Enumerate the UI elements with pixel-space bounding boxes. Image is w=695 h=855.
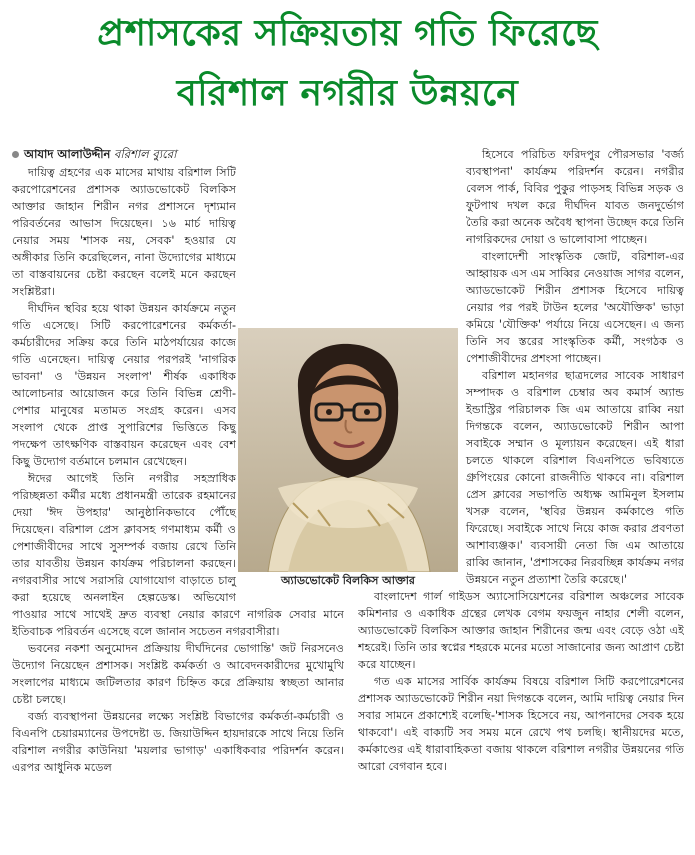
- bullet-icon: [12, 151, 19, 158]
- paragraph: হিসেবে পরিচিত ফরিদপুর পৌরসভার 'বর্জ্য ব্যবস্থাপনা' কার্যক্রম পরিদর্শন করেন। নগরীর বেলস পার্ক, বিবির পুকুর পাড়সহ বিভিন্ন সড়ক ও ফুটপাথ দখল করে দীর্ঘদিন যাবত জনদুর্ভোগ তৈরি করা অনেক অবৈধ স্থাপনা উচ্ছেদ করে তিনি নাগরিকদের দোয়া ও ভালোবাসা পাচ্ছেন।: [466, 148, 684, 246]
- portrait-image: [238, 328, 458, 572]
- paragraph: বরিশাল মহানগর ছাত্রদলের সাবেক সাধারণ সম্পাদক ও বরিশাল চেম্বার অব কমার্স অ্যান্ড ইন্ডাস্ট্রির পরিচালক জি এম আতায়ে রাব্বি নয়া দিগন্তকে বলেন, অ্যাডভোকেট শিরীন আপা সবাইকে সম্মান ও মূল্যায়ন করেছেন। এই ধারা চলতে থাকলে বরিশাল বিএনপিতে ভবিষ্যতে গ্রুপিংয়ের কোনো রাজনীতি থাকবে না। বরিশাল প্রেস ক্লাবের সভাপতি অধ্যক্ষ আমিনুল ইসলাম খসরু বলেন, 'স্থবির উন্নয়ন কর্মকাণ্ডে গতি ফিরেছে। সবাইকে সাথে নিয়ে কাজ করার প্রবণতা আশাব্যঞ্জক।' ব্যবসায়ী নেতা জি এম আতায়ে রাব্বি জানান, 'প্রশাসকের নিরবচ্ছিন্ন কার্যক্রম নগর উন্নয়নে নতুন প্রত্যাশা তৈরি করেছে।': [466, 369, 684, 586]
- headline-line-2: বরিশাল নগরীর উন্নয়নে: [176, 73, 519, 114]
- portrait-photo: [238, 328, 458, 590]
- photo-caption: অ্যাডভোকেট বিলকিস আক্তার: [238, 572, 458, 590]
- paragraph: ঈদের আগেই তিনি নগরীর সহস্রাধিক পরিচ্ছন্নতা কর্মীর মধ্যে প্রধানমন্ত্রী তারেক রহমানের দেয়া 'ঈদ উপহার' আনুষ্ঠানিকভাবে পৌঁছে দিয়েছেন। বরিশাল প্রেস ক্লাবসহ গণমাধ্যম কর্মী ও পেশাজীবীদের সাথে সুসম্পর্ক বজায় রেখে তিনি তার যাবতীয় উন্নয়ন কার্যক্রম পরিচালনা করছেন। নগরবাসীর সাথে সরাসরি যোগাযোগ বাড়াতে চালু করা হয়েছে অনলাইন হেল্পডেস্ক। অভিযোগ পাওয়ার সাথে সাথেই দ্রুত ব্যবস্থা নেয়ার কারণে নাগরিক সেবার মানে ইতিবাচক পরিবর্তন এসেছে বলে জানান সচেতন নগরবাসীরা।: [12, 472, 344, 638]
- headline-line-1: প্রশাসকের সক্রিয়তায় গতি ফিরেছে: [97, 13, 598, 54]
- paragraph: বাংলাদেশী সাংস্কৃতিক জোট, বরিশাল-এর আহ্বায়ক এস এম সাব্বির নেওয়াজ সাগর বলেন, অ্যাডভোকেট শিরীন প্রশাসক হিসেবে দায়িত্ব নেয়ার পর পরই টাউন হলের 'অযৌক্তিক' ভাড়া কমিয়ে 'যৌক্তিক' পর্যায়ে নিয়ে এসেছেন। এ জন্য তিনি সব স্তরের সাংস্কৃতিক কর্মী, সংগঠক ও পেশাজীবীদের প্রশংসা পাচ্ছেন।: [466, 250, 684, 365]
- paragraph: বর্জ্য ব্যবস্থাপনা উন্নয়নের লক্ষ্যে সংশ্লিষ্ট বিভাগের কর্মকর্তা-কর্মচারী ও বিএনপি চেয়ারম্যানের উপদেষ্টা ড. জিয়াউদ্দিন হায়দারকে সাথে নিয়ে তিনি বরিশাল নগরীর কাউনিয়া 'ময়লার ভাগাড়' একাধিকবার পরিদর্শন করেন। এরপর আধুনিক মডেল: [12, 710, 344, 774]
- paragraph: ভবনের নকশা অনুমোদন প্রক্রিয়ায় দীর্ঘদিনের ভোগান্তি' জট নিরসনেও উদ্যোগ নিয়েছেন প্রশাসক। সংশ্লিষ্ট কর্মকর্তা ও আবেদনকারীদের মুখোমুখি সংলাপের মাধ্যমে জটিলতার কারণ চিহ্নিত করে প্রক্রিয়ায় স্বচ্ছতা আনার চেষ্টা চলছে।: [12, 642, 344, 706]
- byline: [12, 146, 176, 162]
- byline-bureau: বরিশাল ব্যুরো: [114, 147, 177, 161]
- byline-author: আযাদ আলাউদ্দীন: [24, 147, 111, 161]
- paragraph: দীর্ঘদিন স্থবির হয়ে থাকা উন্নয়ন কার্যক্রমে নতুন গতি এসেছে। সিটি করপোরেশনের কর্মকর্তা-কর্মচারীদের সক্রিয় করে তিনি মাঠপর্যায়ের কাজে গতি এনেছেন। দায়িত্ব নেয়ার পরপরই 'নাগরিক ভাবনা' ও 'উন্নয়ন সংলাপ' শীর্ষক একাধিক আলোচনার আয়োজন করে তিনি বিভিন্ন শ্রেণী-পেশার মানুষের মতামত সংগ্রহ করেন। এসব সংলাপ থেকে প্রাপ্ত সুপারিশের ভিত্তিতে কিছু পদক্ষেপ তাৎক্ষণিক বাস্তবায়ন করেছেন এবং বেশ কিছু উদ্যোগ বর্তমানে চলমান রেখেছেন।: [12, 302, 236, 468]
- paragraph: বাংলাদেশ গার্ল গাইডস অ্যাসোসিয়েশনের বরিশাল অঞ্চলের সাবেক কমিশনার ও একাধিক গ্রন্থের লেখক বেগম ফয়জুন নাহার শেলী বলেন, অ্যাডভোকেট বিলকিস আক্তার জাহান শিরীনের জন্ম এবং বেড়ে ওঠা এই শহরেই। তিনি তার স্বপ্নের শহরকে মনের মতো সাজানোর জন্য আপ্রাণ চেষ্টা করে যাচ্ছেন।: [358, 590, 684, 671]
- paragraph: গত এক মাসের সার্বিক কার্যক্রম বিষয়ে বরিশাল সিটি করপোরেশনের প্রশাসক অ্যাডভোকেট শিরীন নয়া দিগন্তকে বলেন, আমি দায়িত্ব নেয়ার দিন সবার সামনে প্রকাশ্যেই বলেছি-'শাসক হিসেবে নয়, আপনাদের সেবক হয়ে থাকবো'। এই বাক্যটি সব সময় মনে রেখে পথ চলছি। স্থানীয়দের মতে, কর্মকাণ্ডের এই ধারাবাহিকতা বজায় থাকলে বরিশাল নগরীর উন্নয়নের গতি আরো বেগবান হবে।: [358, 675, 684, 773]
- paragraph: দায়িত্ব গ্রহণের এক মাসের মাথায় বরিশাল সিটি করপোরেশনের প্রশাসক অ্যাডভোকেট বিলকিস আক্তার জাহান শিরীন নগর প্রশাসনে দৃশ্যমান পরিবর্তনের আভাস দিয়েছেন। ১৬ মার্চ দায়িত্ব নেয়ার সময় 'শাসক নয়, সেবক' হওয়ার যে অঙ্গীকার তিনি করেছিলেন, নানা উদ্যোগের মাধ্যমে তা বাস্তবায়নের চেষ্টা করছেন বলেই মনে করছেন সংশ্লিষ্টরা।: [12, 166, 236, 298]
